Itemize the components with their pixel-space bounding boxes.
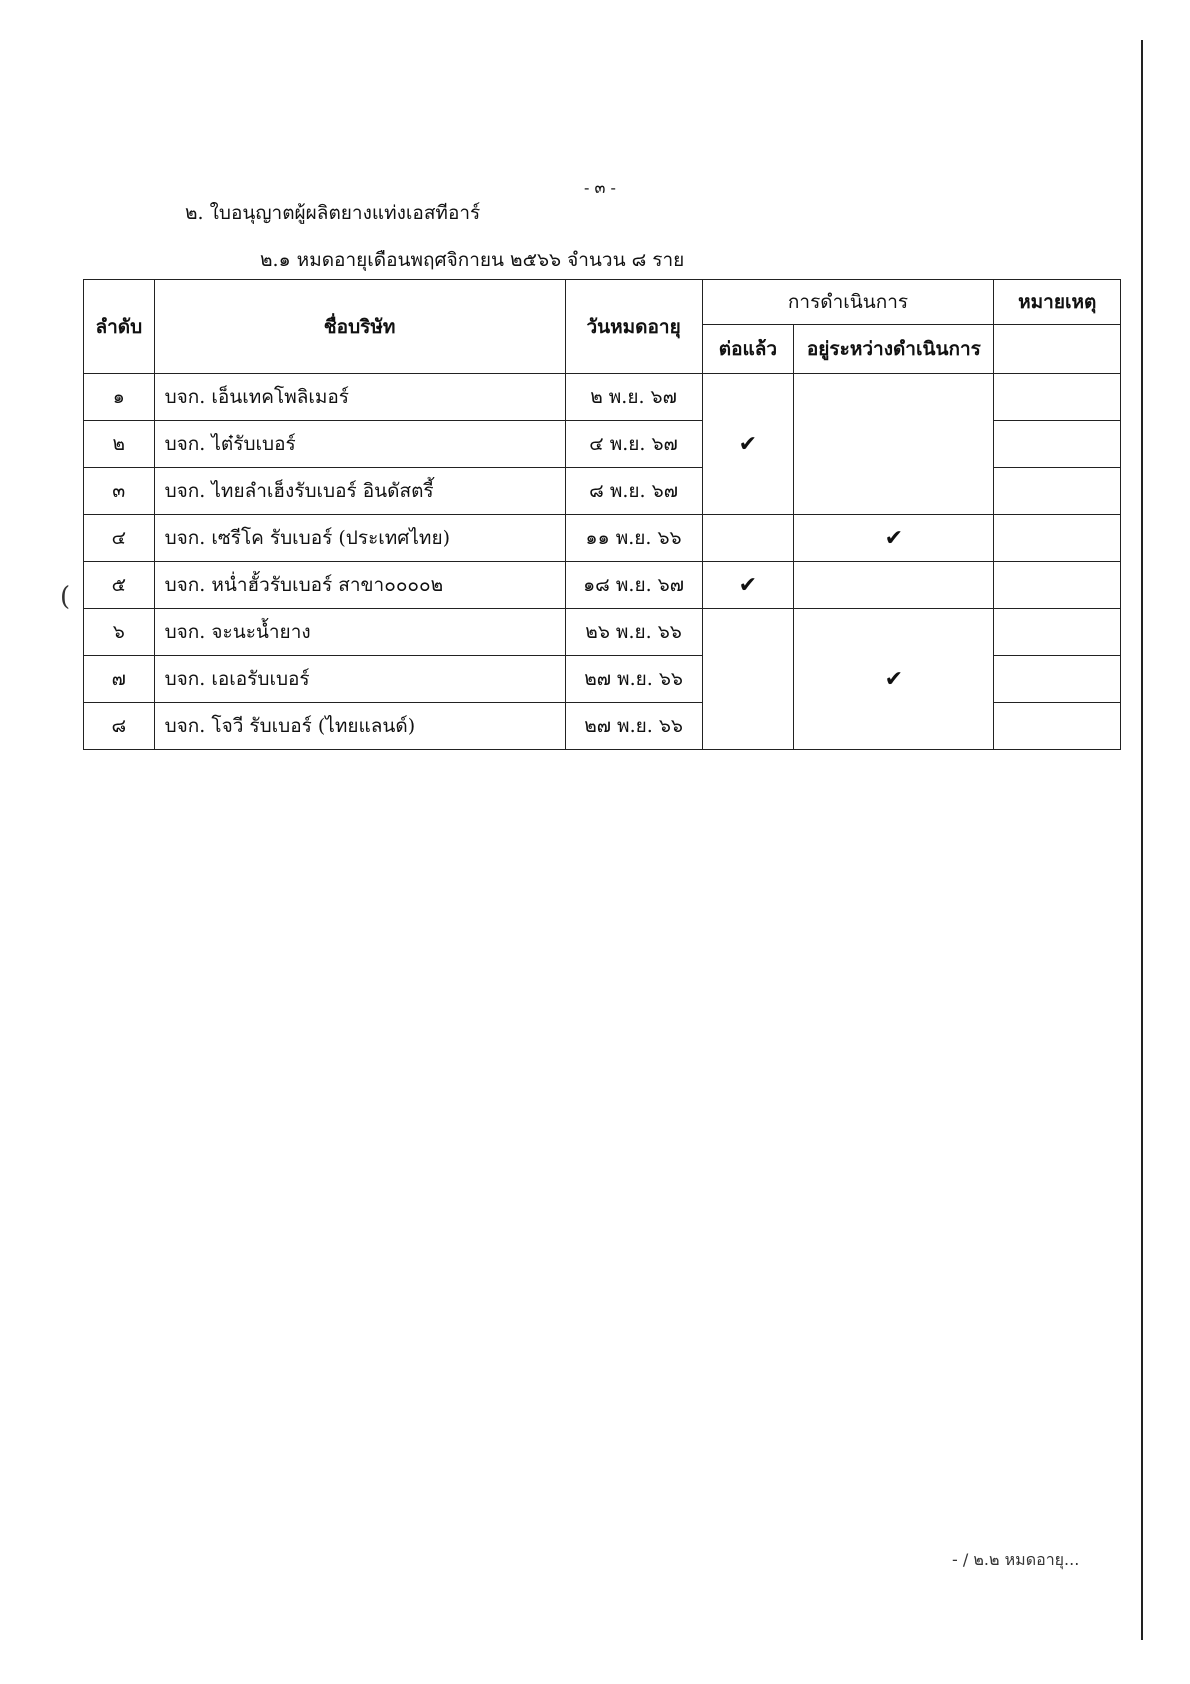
table-row [84,515,1121,562]
row-no: ๑ [84,374,155,421]
row-company: บจก. หน่ำฮั้วรับเบอร์ สาขา๐๐๐๐๒ [154,562,565,609]
header-expiry: วันหมดอายุ [565,280,702,374]
header-remark: หมายเหตุ [994,280,1121,325]
section-title: ๒. ใบอนุญาตผู้ผลิตยางแท่งเอสทีอาร์ [185,202,481,224]
table-row [84,374,1121,421]
table-row [84,562,1121,609]
header-remark-sub [994,325,1121,374]
row-company: บจก. โจวี รับเบอร์ (ไทยแลนด์) [154,703,565,750]
row-no: ๘ [84,703,155,750]
license-table [83,279,1121,750]
row-company: บจก. ไทยลำเฮ็งรับเบอร์ อินดัสตรี้ [154,468,565,515]
row-company: บจก. เอ็นเทคโพลิเมอร์ [154,374,565,421]
row-remark [994,374,1121,421]
row-expiry: ๒๖ พ.ย. ๖๖ [565,609,702,656]
row-company: บจก. เซรีโค รับเบอร์ (ประเทศไทย) [154,515,565,562]
row-expiry: ๔ พ.ย. ๖๗ [565,421,702,468]
row-no: ๗ [84,656,155,703]
row-expiry: ๒๗ พ.ย. ๖๖ [565,703,702,750]
row-no: ๕ [84,562,155,609]
in-progress-cell [794,562,994,609]
license-table-container [83,279,1121,750]
row-no: ๓ [84,468,155,515]
row-company: บจก. ไต๋รับเบอร์ [154,421,565,468]
header-action: การดำเนินการ [702,280,994,325]
page-number: - ๓ - [584,178,616,197]
row-company: บจก. เอเอรับเบอร์ [154,656,565,703]
row-company: บจก. จะนะน้ำยาง [154,609,565,656]
row-remark [994,515,1121,562]
in-progress-check-mark: ✔ [794,609,994,750]
in-progress-cell [794,374,994,515]
row-remark [994,609,1121,656]
row-expiry: ๑๑ พ.ย. ๖๖ [565,515,702,562]
renewed-check-mark: ✔ [702,562,794,609]
header-company: ชื่อบริษัท [154,280,565,374]
row-remark [994,656,1121,703]
renewed-check-mark: ✔ [702,374,794,515]
continuation-note: - / ๒.๒ หมดอายุ... [952,1550,1080,1569]
header-in-progress: อยู่ระหว่างดำเนินการ [794,325,994,374]
scan-edge-line [1141,40,1143,1640]
row-remark [994,562,1121,609]
row-remark [994,468,1121,515]
row-expiry: ๒๗ พ.ย. ๖๖ [565,656,702,703]
header-renewed: ต่อแล้ว [702,325,794,374]
row-no: ๔ [84,515,155,562]
table-row [84,609,1121,656]
renewed-cell [702,609,794,750]
sub-title: ๒.๑ หมดอายุเดือนพฤศจิกายน ๒๕๖๖ จำนวน ๘ ราย [260,249,685,271]
renewed-cell [702,515,794,562]
scan-mark: ( [60,582,71,612]
row-expiry: ๑๘ พ.ย. ๖๗ [565,562,702,609]
row-remark [994,703,1121,750]
row-no: ๖ [84,609,155,656]
row-no: ๒ [84,421,155,468]
row-remark [994,421,1121,468]
row-expiry: ๘ พ.ย. ๖๗ [565,468,702,515]
header-no: ลำดับ [84,280,155,374]
row-expiry: ๒ พ.ย. ๖๗ [565,374,702,421]
in-progress-check-mark: ✔ [794,515,994,562]
